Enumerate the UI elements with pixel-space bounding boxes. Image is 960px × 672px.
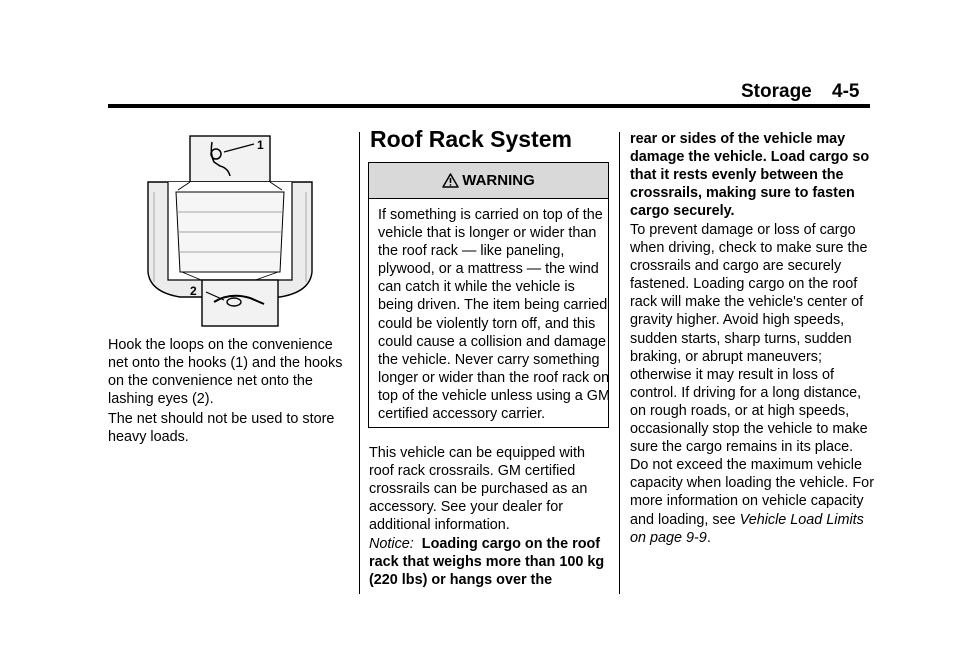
warning-label: WARNING xyxy=(462,172,535,189)
vehicle-load-limits-link[interactable]: Vehicle Load Limits on page 9-9 xyxy=(630,511,864,546)
notice-label: Notice: xyxy=(369,536,414,552)
left-paragraph-2: The net should not be used to store heavy loads. xyxy=(108,411,335,446)
column-divider-1 xyxy=(359,132,360,594)
notice-paragraph xyxy=(369,535,613,589)
middle-paragraph-1: This vehicle can be equipped with roof rack crossrails. GM certified crossrails can be purchased as an accessory. See your dealer for additional information. xyxy=(369,445,588,534)
callout-1-label: 1 xyxy=(257,138,264,152)
column-divider-2 xyxy=(619,132,620,594)
section-heading: Roof Rack System xyxy=(370,126,572,152)
warning-header xyxy=(369,163,608,199)
warning-text: If something is carried on top of the vehicle that is longer or wider than the roof rack — like paneling, plywood, or a mattress — the wind can catch it while the vehicle is being driven. The item being carried could be violently torn off, and this could cause a collision and damage the vehicle. Never carry something longer or wider than the roof rack on top of the vehicle unless using a GM certified accessory carrier. xyxy=(378,207,610,423)
page-number: 4-5 xyxy=(832,81,860,102)
section-title: Storage xyxy=(741,81,812,102)
right-paragraph-1 xyxy=(630,221,874,547)
warning-triangle-icon xyxy=(442,173,459,188)
page-header xyxy=(108,80,870,106)
header-rule xyxy=(108,104,870,108)
notice-text-start: Loading cargo on the roof rack that weighs more than 100 kg (220 lbs) or hangs over the xyxy=(369,536,605,589)
right-paragraph-1-end: . xyxy=(706,529,711,546)
warning-box xyxy=(368,162,609,428)
notice-text-end: rear or sides of the vehicle may damage the vehicle. Load cargo so that it rests evenly between the crossrails, making sure to fasten cargo securely. xyxy=(630,131,870,220)
right-paragraph-1-text: To prevent damage or loss of cargo when driving, check to make sure the crossrails and cargo are securely fastened. Loading cargo on the roof rack will make the vehicle's center of gravity higher. Avoid high speeds, sudden starts, sharp turns, sudden braking, or abrupt maneuvers; otherwise it may result in loss of control. If driving for a long distance, on rough roads, or at high speeds, occasionally stop the vehicle to make sure the cargo remains in its place. Do not exceed the maximum vehicle capacity when loading the vehicle. For more information on vehicle capacity and loading, see xyxy=(630,222,874,528)
callout-2-label: 2 xyxy=(190,284,197,298)
cargo-net-illustration xyxy=(140,132,320,330)
left-paragraph-1: Hook the loops on the convenience net onto the hooks (1) and the hooks on the convenience net onto the lashing eyes (2). xyxy=(108,337,343,408)
